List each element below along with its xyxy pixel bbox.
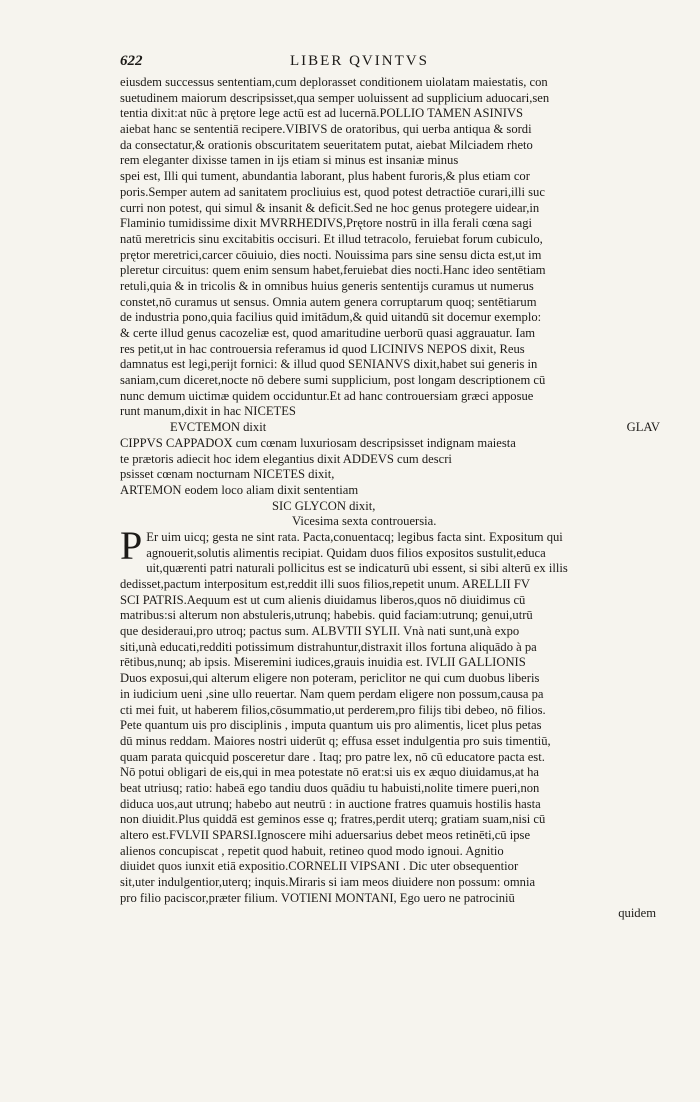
text-line: & certe illud genus cacozeliæ est, quod amaritudine uerborū quasi aggrauatur. Iam bbox=[120, 326, 536, 340]
text-line: curri non potest, qui simul & insanit & deficit.Sed ne hoc genus protegere uidear,in bbox=[120, 200, 540, 215]
text-line: uit,quærenti patri naturali pollicitus est se indicaturū ubi essent, si sibi alterū ex illis bbox=[146, 561, 568, 576]
text-line: pro filio paciscor,præter filium. VOTIENI MONTANI, Ego uero ne patrociniū bbox=[120, 890, 515, 905]
text-line: dū minus reddam. Maiores nostri uiderūt q; effusa esset indulgentia pro suis timentiū, bbox=[120, 733, 551, 748]
text-line: tentia dixit:at nūc à prętore lege actū est ad lucernā.POLLIO TAMEN ASINIVS bbox=[120, 106, 524, 121]
text-line: retuli,quia & in tricolis & in omnibus huius generis sententijs curamus ut numerus bbox=[120, 278, 534, 293]
text-line: quam parata quicquid posceretur dare . Itaq; pro patre lex, nō cū educatore pacta est. bbox=[120, 749, 545, 764]
text-line: SCI PATRIS.Aequum est ut cum alienis diuidamus liberos,quos nō diuidimus cū bbox=[120, 592, 526, 607]
text-line: te prætoris adiecit hoc idem elegantius dixit ADDEVS cum descri bbox=[120, 451, 452, 466]
names-left: EVCTEMON dixit bbox=[170, 420, 267, 435]
page-number: 622 bbox=[120, 53, 143, 69]
text-line: non diuidit.Plus quiddā est geminos esse q; fratres,perdit uterq; gratiam suam,nisi cū bbox=[120, 812, 546, 827]
running-head: LIBER QVINTVS bbox=[290, 53, 429, 69]
text-block-b bbox=[120, 436, 660, 499]
text-block-c bbox=[120, 522, 660, 907]
text-line: cti mei fuit, ut haberem filios,cōsummatio,ut perderem,pro filijs tibi debeo, nō filios. bbox=[120, 702, 546, 717]
text-line: rem eleganter dixisse tamen in ijs etiam si minus est insaniæ minus bbox=[120, 153, 459, 168]
text-line: aiebat hanc se sententiā recipere.VIBIVS de oratoribus, qui uerba antiqua & sordi bbox=[120, 122, 532, 137]
names-right: GLAV bbox=[626, 420, 660, 435]
text-line: sit,uter indulgentior,uterq; inquis.Miraris si iam meos diuidere non possum: omnia bbox=[120, 875, 536, 890]
text-line: altero est.FVLVII SPARSI.Ignoscere mihi aduersarius debet meos retinēti,cū ipse bbox=[120, 828, 531, 842]
text-line: suetudinem maiorum descripsisset,qua semper uoluissent ad supplicium aduocari,sen bbox=[120, 90, 550, 105]
text-line: Nō potui obligari de eis,qui in mea potestate nō erat:si uis ex æquo diuidamus,at ha bbox=[120, 765, 540, 780]
text-line: Er uim uicq; gesta ne sint rata. Pacta,conuentacq; legibus facta sint. Expositum qui bbox=[146, 529, 563, 544]
text-line: damnatus est legi,perijt fornici: & illud quod SENIANVS dixit,habet sui generis in bbox=[120, 357, 538, 372]
text-line: beat utriusq; ratio: habeā ego tandiu duos quādiu tu habuisti,nolite timere pueri,non bbox=[120, 780, 540, 795]
text-line: alienos concupiscat , repetit quod habuit, retineo quod modo ignoui. Agnitio bbox=[120, 843, 504, 858]
text-line: saniam,cum diceret,nocte nō debere sumi supplicium, post longam descriptionem cū bbox=[120, 373, 546, 388]
text-line: rētibus,nunq; ab ipsis. Miseremini iudices,grauis inuidia est. IVLII GALLIONIS bbox=[120, 655, 526, 670]
catchword: quidem bbox=[618, 906, 656, 921]
text-line: matribus:si alterum non abstuleris,utrunq; habebis. quid faciam:utrunq; genui,utrū bbox=[120, 608, 533, 623]
text-block-a bbox=[120, 75, 660, 420]
text-line: da consectatur,& orationis obscuritatem seueritatem putat, aiebat Milciadem rheto bbox=[120, 137, 533, 152]
text-line: poris.Semper autem ad sanitatem procliuius est, quod potest detractiōe curari,illi suc bbox=[120, 184, 545, 199]
text-line: que desideraui,pro utroq; pactus sum. ALBVTII SYLII. Vnà nati sunt,unà expo bbox=[120, 624, 520, 639]
text-block bbox=[120, 75, 660, 922]
text-line: runt manum,dixit in hac NICETES bbox=[120, 404, 296, 419]
text-line: CIPPVS CAPPADOX cum cœnam luxuriosam descripsisset indignam maiesta bbox=[120, 435, 516, 450]
text-line: siti,unà educati,redditi potissimum distrahuntur,distraxit illos fortuna aliquādo à pa bbox=[120, 639, 537, 654]
text-line: natū meretricis sinu excitabitis occisuri. Et illud tetracolo, feruiebat forum cubiculo, bbox=[120, 231, 543, 246]
text-line: in iudicium ueni ,sine ullo reuertar. Nam quem perdam eligere non possum,causa pa bbox=[120, 686, 544, 701]
text-line: psisset cœnam nocturnam NICETES dixit, bbox=[120, 467, 335, 482]
section-title: Vicesima sexta controuersia. bbox=[292, 514, 437, 529]
text-line: nunc demum uictimæ quidem occiduntur.Et ad hanc controuersiam græci apposue bbox=[120, 388, 534, 403]
sic-glycon-line: SIC GLYCON dixit, bbox=[272, 498, 376, 513]
text-line: ARTEMON eodem loco aliam dixit sententiam bbox=[120, 482, 359, 497]
text-line: agnouerit,solutis alimentis recipiat. Quidam duos filios expositos sustulit,educa bbox=[146, 545, 546, 560]
text-line: res petit,ut in hac controuersia referamus id quod LICINIVS NEPOS dixit, Reus bbox=[120, 341, 525, 356]
text-line: pleretur circuitus: quem enim sensum habet,feruiebat dies nocti.Hanc ideo sentētiam bbox=[120, 263, 546, 278]
text-line: eiusdem successus sententiam,cum deplorasset conditionem uiolatam maiestatis, con bbox=[120, 75, 548, 89]
text-line: de industria pono,quia facilius quid imitādum,& quid uitandū sit docemur exemplo: bbox=[120, 310, 542, 325]
text-line: prętor meretrici,carcer cōuiuio, dies nocti. Nouissima pars sine sensu dicta est,ut im bbox=[120, 247, 542, 262]
text-line: diuidet quos iunxit etiā expositio.CORNELII VIPSANI . Dic uter obsequentior bbox=[120, 859, 519, 874]
text-line: Duos exposui,qui alterum eligere non poteram, periclitor ne qui cum duobus liberis bbox=[120, 671, 540, 686]
text-line: dedisset,pactum interpositum est,reddit illi suos filios,repetit unum. ARELLII FV bbox=[120, 577, 530, 591]
text-line: Flaminio tumidissime dixit MVRRHEDIVS,Prętore nostrū in illa ferali cœna sagi bbox=[120, 216, 533, 231]
text-line: Pete quantum uis pro disciplinis , imputa quantum uis pro alimentis, licet plus petas bbox=[120, 718, 542, 733]
drop-cap: P bbox=[120, 522, 143, 568]
text-line: diduca uos,aut utrunq; habebo aut neutrū : in auctione fratres quamuis hostilis hasta bbox=[120, 796, 541, 811]
text-line: spei est, Illi qui tument, abundantia laborant, plus habent furoris,& plus etiam cor bbox=[120, 169, 530, 184]
names-line bbox=[120, 420, 660, 436]
text-line: constet,nō curamus ut sensus. Omnia autem genera corruptarum quoq; sentētiarum bbox=[120, 294, 537, 309]
